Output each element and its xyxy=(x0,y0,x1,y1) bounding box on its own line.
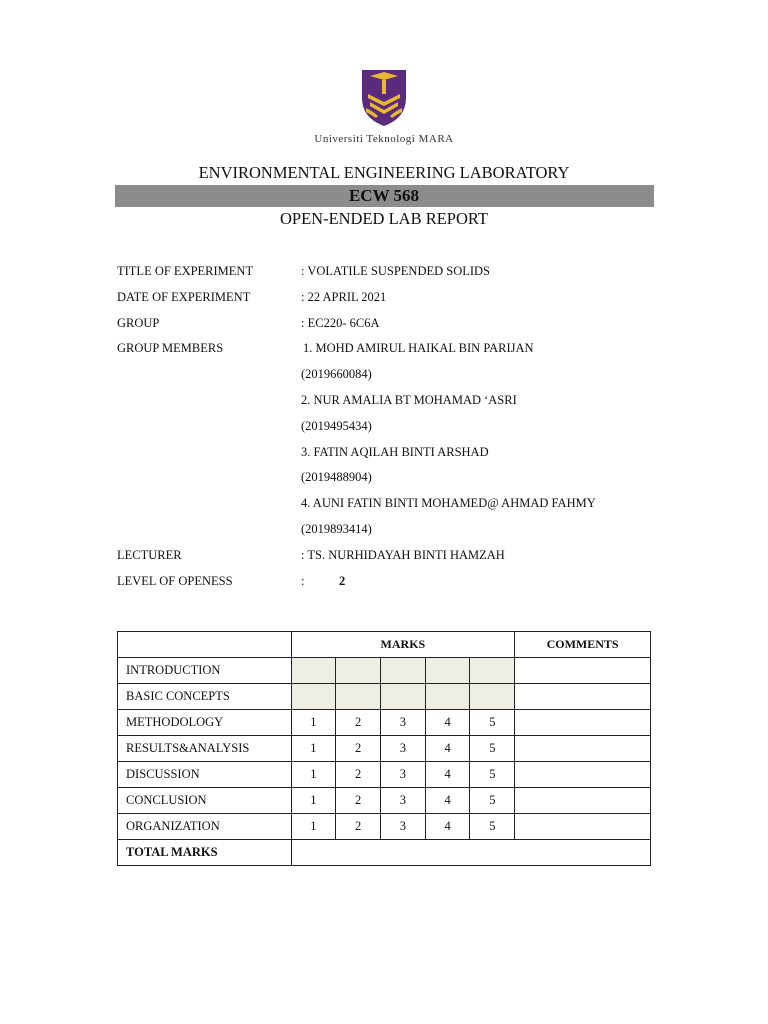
table-row xyxy=(118,710,651,736)
comments-header: COMMENTS xyxy=(515,632,651,658)
table-row xyxy=(118,658,651,684)
group-value: : EC220- 6C6A xyxy=(301,315,380,330)
comment-cell[interactable] xyxy=(515,658,651,684)
score-cell[interactable]: 5 xyxy=(470,710,515,736)
score-cell[interactable] xyxy=(336,684,381,710)
score-cell[interactable]: 5 xyxy=(470,788,515,814)
date-label: DATE OF EXPERIMENT xyxy=(117,289,251,304)
comment-cell[interactable] xyxy=(515,684,651,710)
member-line: (2019488904) xyxy=(301,470,372,485)
marks-table xyxy=(117,631,651,866)
score-cell[interactable] xyxy=(336,658,381,684)
openness-value: 2 xyxy=(339,573,346,588)
score-cell[interactable]: 4 xyxy=(425,710,470,736)
score-cell[interactable]: 4 xyxy=(425,736,470,762)
score-cell[interactable] xyxy=(470,658,515,684)
member-line: (2019660084) xyxy=(301,367,372,382)
criterion-label: DISCUSSION xyxy=(118,762,292,788)
table-row xyxy=(118,762,651,788)
score-cell[interactable]: 3 xyxy=(381,788,426,814)
score-cell[interactable] xyxy=(291,658,336,684)
total-value-cell[interactable] xyxy=(291,840,650,866)
criterion-label: METHODOLOGY xyxy=(118,710,292,736)
total-label: TOTAL MARKS xyxy=(118,840,292,866)
openness-colon: : xyxy=(301,573,305,588)
course-code: ECW 568 xyxy=(348,186,420,205)
comment-cell[interactable] xyxy=(515,788,651,814)
table-header-row xyxy=(118,632,651,658)
title-label: TITLE OF EXPERIMENT xyxy=(117,264,254,278)
member-line: 2. NUR AMALIA BT MOHAMAD ‘ASRI xyxy=(301,392,517,407)
score-cell[interactable]: 3 xyxy=(381,736,426,762)
comment-cell[interactable] xyxy=(515,762,651,788)
criterion-label: ORGANIZATION xyxy=(118,814,292,840)
score-cell[interactable] xyxy=(425,684,470,710)
score-cell[interactable]: 1 xyxy=(291,788,336,814)
table-row xyxy=(118,684,651,710)
criterion-label: CONCLUSION xyxy=(118,788,292,814)
score-cell[interactable]: 4 xyxy=(425,814,470,840)
score-cell[interactable]: 3 xyxy=(381,762,426,788)
marks-header: MARKS xyxy=(291,632,515,658)
header-blank-cell xyxy=(118,632,292,658)
score-cell[interactable]: 2 xyxy=(336,814,381,840)
score-cell[interactable]: 1 xyxy=(291,762,336,788)
comment-cell[interactable] xyxy=(515,710,651,736)
member-line: 4. AUNI FATIN BINTI MOHAMED@ AHMAD FAHMY xyxy=(301,496,596,511)
score-cell[interactable]: 5 xyxy=(470,736,515,762)
university-name: Universiti Teknologi MARA xyxy=(314,133,454,145)
score-cell[interactable]: 2 xyxy=(336,736,381,762)
score-cell[interactable] xyxy=(381,658,426,684)
openness-label: LEVEL OF OPENESS xyxy=(117,573,233,588)
criterion-label: BASIC CONCEPTS xyxy=(118,684,292,710)
member-line: (2019495434) xyxy=(301,418,372,433)
score-cell[interactable]: 2 xyxy=(336,788,381,814)
total-row xyxy=(118,840,651,866)
member-line: 1. MOHD AMIRUL HAIKAL BIN PARIJAN xyxy=(303,341,534,356)
members-label: GROUP MEMBERS xyxy=(117,341,224,356)
score-cell[interactable] xyxy=(291,684,336,710)
table-row xyxy=(118,736,651,762)
score-cell[interactable] xyxy=(470,684,515,710)
score-cell[interactable]: 5 xyxy=(470,762,515,788)
score-cell[interactable]: 2 xyxy=(336,710,381,736)
date-value: : 22 APRIL 2021 xyxy=(301,289,387,304)
comment-cell[interactable] xyxy=(515,736,651,762)
score-cell[interactable]: 1 xyxy=(291,736,336,762)
title-value: : VOLATILE SUSPENDED SOLIDS xyxy=(301,264,491,278)
score-cell[interactable]: 2 xyxy=(336,762,381,788)
score-cell[interactable] xyxy=(381,684,426,710)
score-cell[interactable]: 1 xyxy=(291,710,336,736)
member-line: 3. FATIN AQILAH BINTI ARSHAD xyxy=(301,444,489,459)
uitm-logo xyxy=(360,68,408,128)
score-cell[interactable]: 5 xyxy=(470,814,515,840)
lab-title: ENVIRONMENTAL ENGINEERING LABORATORY xyxy=(198,163,570,182)
table-row xyxy=(118,788,651,814)
criterion-label: RESULTS&ANALYSIS xyxy=(118,736,292,762)
score-cell[interactable]: 4 xyxy=(425,762,470,788)
table-row xyxy=(118,814,651,840)
score-cell[interactable] xyxy=(425,658,470,684)
score-cell[interactable]: 1 xyxy=(291,814,336,840)
score-cell[interactable]: 4 xyxy=(425,788,470,814)
score-cell[interactable]: 3 xyxy=(381,814,426,840)
member-line: (2019893414) xyxy=(301,521,372,536)
report-title: OPEN-ENDED LAB REPORT xyxy=(279,209,488,228)
group-label: GROUP xyxy=(117,315,160,330)
criterion-label: INTRODUCTION xyxy=(118,658,292,684)
lecturer-value: : TS. NURHIDAYAH BINTI HAMZAH xyxy=(301,547,505,562)
comment-cell[interactable] xyxy=(515,814,651,840)
score-cell[interactable]: 3 xyxy=(381,710,426,736)
lecturer-label: LECTURER xyxy=(117,547,182,562)
